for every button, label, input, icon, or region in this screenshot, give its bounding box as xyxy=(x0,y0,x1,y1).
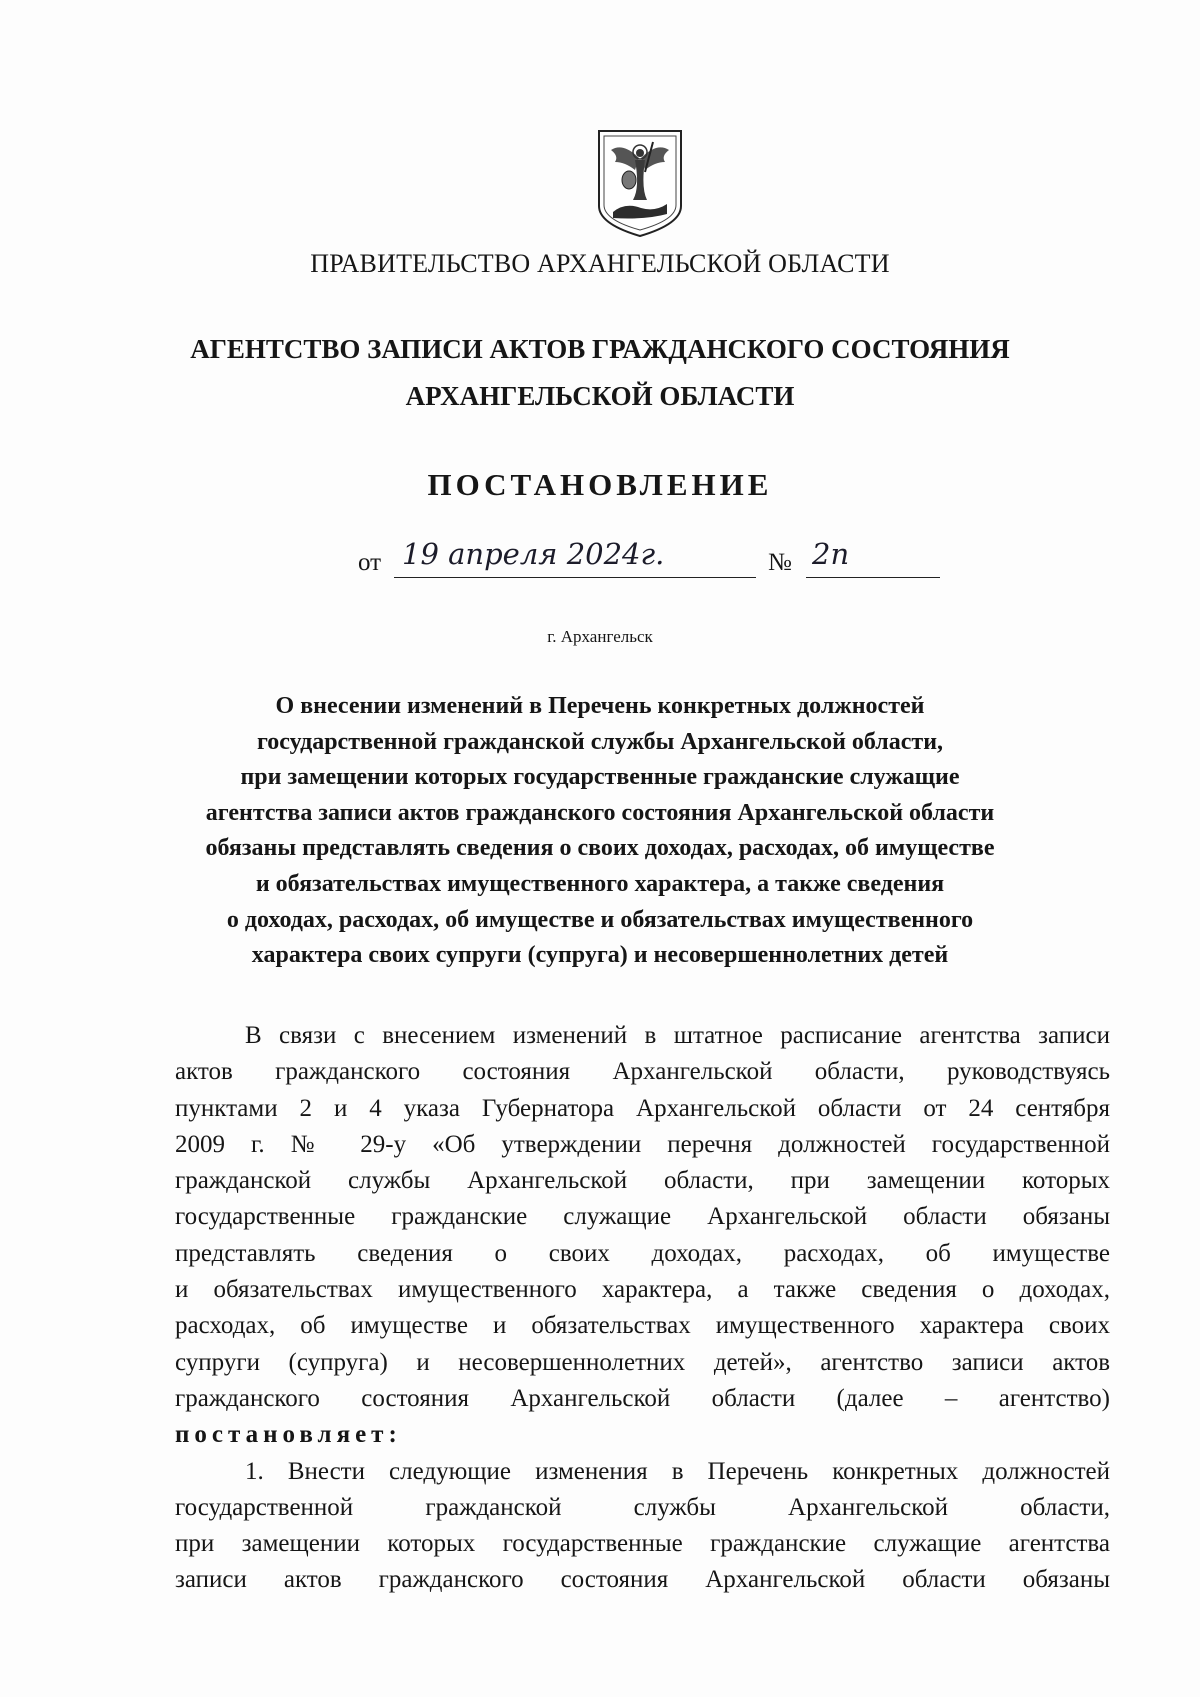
subject-line: государственной гражданской службы Архангельской области, xyxy=(256,728,944,755)
body-line: расходах, об имуществе и обязательствах имущественного характера своих xyxy=(175,1312,1110,1340)
body-line: актов гражданского состояния Архангельской области, руководствуясь xyxy=(175,1058,1110,1086)
body-line: представлять сведения о своих доходах, расходах, об имуществе xyxy=(175,1239,1110,1267)
subject-line: и обязательствах имущественного характера, а также сведения xyxy=(255,870,945,897)
agency-title-line-1: АГЕНТСТВО ЗАПИСИ АКТОВ ГРАЖДАНСКОГО СОСТОЯНИЯ xyxy=(190,334,1010,364)
handwritten-number: 2п xyxy=(812,537,850,571)
subject-line: о доходах, расходах, об имуществе и обязательствах имущественного xyxy=(226,906,974,933)
body-line: государственной гражданской службы Архангельской области, xyxy=(175,1493,1110,1521)
number-field xyxy=(806,537,940,578)
resolves-word: постановляет: xyxy=(175,1421,402,1449)
date-field xyxy=(394,537,756,578)
subject-line: агентства записи актов гражданского состояния Архангельской области xyxy=(205,799,995,826)
number-label: № xyxy=(768,549,792,576)
subject-line: при замещении которых государственные гражданские служащие xyxy=(240,764,960,791)
body-line: 2009 г. № 29-у «Об утверждении перечня должностей государственной xyxy=(175,1130,1110,1158)
document-subject xyxy=(160,689,1040,974)
body-line: записи актов гражданского состояния Архангельской области обязаны xyxy=(175,1566,1110,1594)
body-line: при замещении которых государственные гражданские служащие агентства xyxy=(175,1530,1110,1558)
body-line: пунктами 2 и 4 указа Губернатора Архангельской области от 24 сентября xyxy=(175,1094,1110,1122)
city-name: г. Архангельск xyxy=(547,627,653,646)
document-type-title: ПОСТАНОВЛЕНИЕ xyxy=(427,467,773,502)
subject-line: О внесении изменений в Перечень конкретных должностей xyxy=(275,693,925,719)
document-body xyxy=(175,1018,1110,1599)
government-title: ПРАВИТЕЛЬСТВО АРХАНГЕЛЬСКОЙ ОБЛАСТИ xyxy=(310,249,890,278)
body-line: и обязательствах имущественного характера, а также сведения о доходах, xyxy=(175,1276,1110,1304)
subject-line: характера своих супруги (супруга) и несовершеннолетних детей xyxy=(251,942,949,969)
body-line: 1. Внести следующие изменения в Перечень конкретных должностей xyxy=(245,1457,1110,1485)
subject-line: обязаны представлять сведения о своих доходах, расходах, об имуществе xyxy=(205,835,995,862)
coat-of-arms-icon xyxy=(595,128,685,240)
body-line: гражданской службы Архангельской области, при замещении которых xyxy=(175,1167,1110,1195)
body-line: гражданского состояния Архангельской области (далее – агентство) xyxy=(175,1384,1110,1412)
date-from-label: от xyxy=(358,549,382,576)
body-line: государственные гражданские служащие Архангельской области обязаны xyxy=(175,1203,1110,1231)
agency-title-line-2: АРХАНГЕЛЬСКОЙ ОБЛАСТИ xyxy=(405,381,795,411)
body-line: В связи с внесением изменений в штатное расписание агентства записи xyxy=(245,1022,1110,1049)
handwritten-date: 19 апреля 2024г. xyxy=(402,537,665,571)
body-line: супруги (супруга) и несовершеннолетних детей», агентство записи актов xyxy=(175,1348,1110,1376)
